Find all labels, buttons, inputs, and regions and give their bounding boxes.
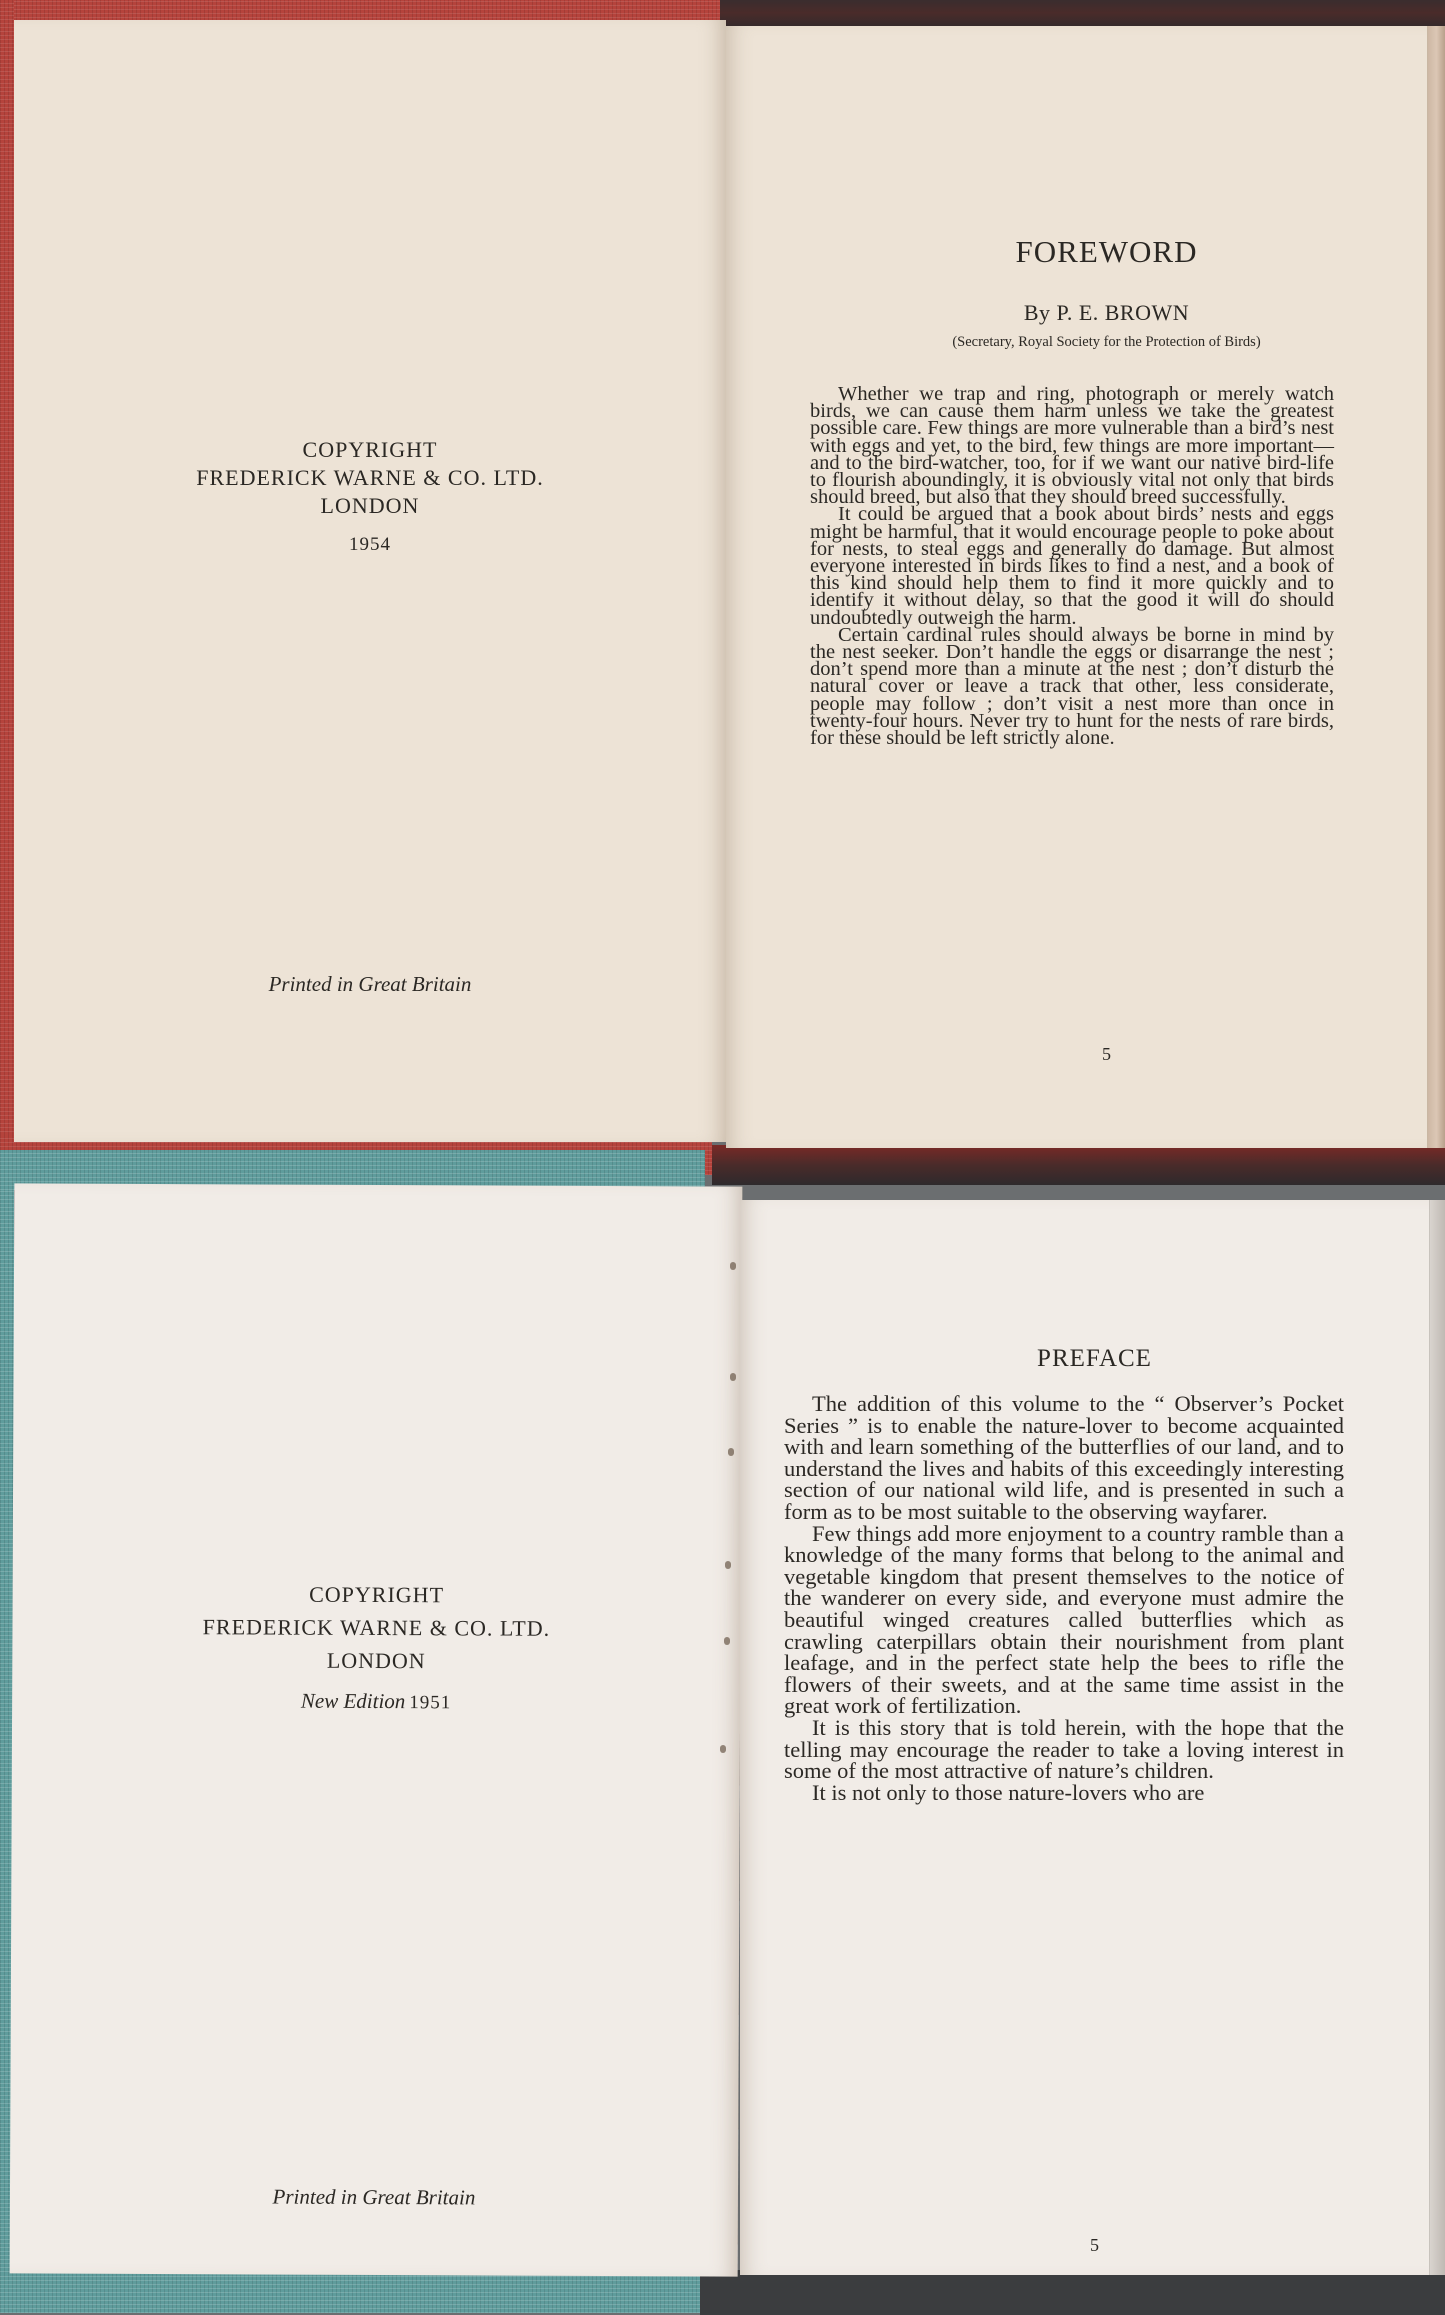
- left-page-copyright: [14, 20, 726, 1142]
- copyright-line: COPYRIGHT: [309, 1581, 445, 1608]
- publisher-line: FREDERICK WARNE & CO. LTD.: [196, 465, 544, 490]
- binding-stitch: [725, 1561, 731, 1569]
- copyright-line: COPYRIGHT: [302, 437, 438, 462]
- binding-stitch: [730, 1262, 736, 1270]
- printed-in-line: Printed in Great Britain: [272, 2184, 476, 2210]
- chapter-title: FOREWORD: [1015, 234, 1198, 269]
- binding-stitch: [730, 1373, 736, 1381]
- paragraph: It is not only to those nature-lovers who are: [812, 1779, 1205, 1805]
- city-line: LONDON: [326, 1647, 426, 1674]
- book-spread-1951: [0, 1165, 1445, 2308]
- publication-year: 1951: [409, 1692, 452, 1714]
- paragraph: It could be argued that a book about birds’ nests and eggs might be harmful, that it would encourage people to poke about for nests, to steal eggs and generally do damage. But almost everyone interested in birds likes to find a nest, and a book of this kind should help them to find it more quickly and to identify it without delay, so that the good it will do should undoubtedly outweigh the harm.: [810, 503, 1334, 629]
- author-affiliation: (Secretary, Royal Society for the Protection of Birds): [952, 334, 1261, 350]
- right-page-foreword: [726, 26, 1428, 1148]
- page-edge-right: [1428, 26, 1445, 1148]
- binding-stitch: [720, 1745, 726, 1753]
- chapter-title: PREFACE: [1037, 1345, 1152, 1372]
- page-number: 5: [1090, 2235, 1099, 2255]
- binding-stitch: [728, 1448, 734, 1456]
- edition-label: New Edition: [300, 1688, 406, 1714]
- binding-stitch: [724, 1637, 730, 1645]
- page-number: 5: [1102, 1044, 1111, 1064]
- preface-body: [784, 1393, 1344, 1803]
- paragraph: It is this story that is told herein, with the hope that the telling may encourage the reader to take a loving interest in some of the most attractive of nature’s children.: [784, 1714, 1344, 1784]
- copyright-block: [12, 1576, 741, 1715]
- page-edge-right: [1430, 1200, 1445, 2275]
- publication-year: 1954: [349, 534, 391, 555]
- paragraph: Few things add more enjoyment to a country ramble than a knowledge of the many forms that belong to the animal and vegetable kingdom that present themselves to the notice of the wanderer on every side, and everyone must admire the beautiful winged creatures called butterflies which as crawling caterpillars obtain their nourishment from plant leafage, and in the perfect state help the bees to rifle the flowers of their sweets, and at the same time assist in the great work of fertilization.: [784, 1520, 1344, 1719]
- publisher-line: FREDERICK WARNE & CO. LTD.: [202, 1614, 551, 1641]
- edition-line: [12, 1687, 740, 1715]
- red-cloth-cover-left: [0, 0, 14, 1160]
- city-line: LONDON: [320, 493, 420, 518]
- teal-cloth-cover-bottom: [0, 2273, 700, 2313]
- paragraph: Certain cardinal rules should always be borne in mind by the nest seeker. Don’t handle the eggs or disarrange the nest ; don’t spend more than a minute at the nest ; don’t disturb the natural cover or leave a track that other, less considerate, people may follow ; don’t visit a nest more than once in twenty-four hours. Never try to hunt for the nests of rare birds, for these should be left strictly alone.: [810, 623, 1334, 750]
- paragraph: The addition of this volume to the “ Observer’s Pocket Series ” is to enable the nature-lover to become acquainted with and learn something of the butterflies of our land, and to understand the lives and habits of this exceedingly interesting section of our national wild life, and is presented in such a form as to be most suitable to the observing wayfarer.: [784, 1391, 1344, 1524]
- foreword-body: [810, 383, 1334, 750]
- left-page-copyright: [10, 1183, 743, 2276]
- cover-edge-bottom-right-dark: [700, 2270, 1445, 2315]
- author-byline: By P. E. BROWN: [1023, 300, 1190, 325]
- paragraph: Whether we trap and ring, photograph or merely watch birds, we can cause them harm unless we take the greatest possible care. Few things are more vulnerable than a bird’s nest with eggs and yet, to the bird, few things are more important—and to the bird-watcher, too, for if we want our native bird-life to flourish aboundingly, it is obviously vital not only that birds should breed, but also that they should breed successfully.: [810, 383, 1334, 509]
- printed-in-line: Printed in Great Britain: [268, 972, 472, 996]
- right-page-preface: [740, 1200, 1430, 2275]
- copyright-block: [14, 436, 726, 556]
